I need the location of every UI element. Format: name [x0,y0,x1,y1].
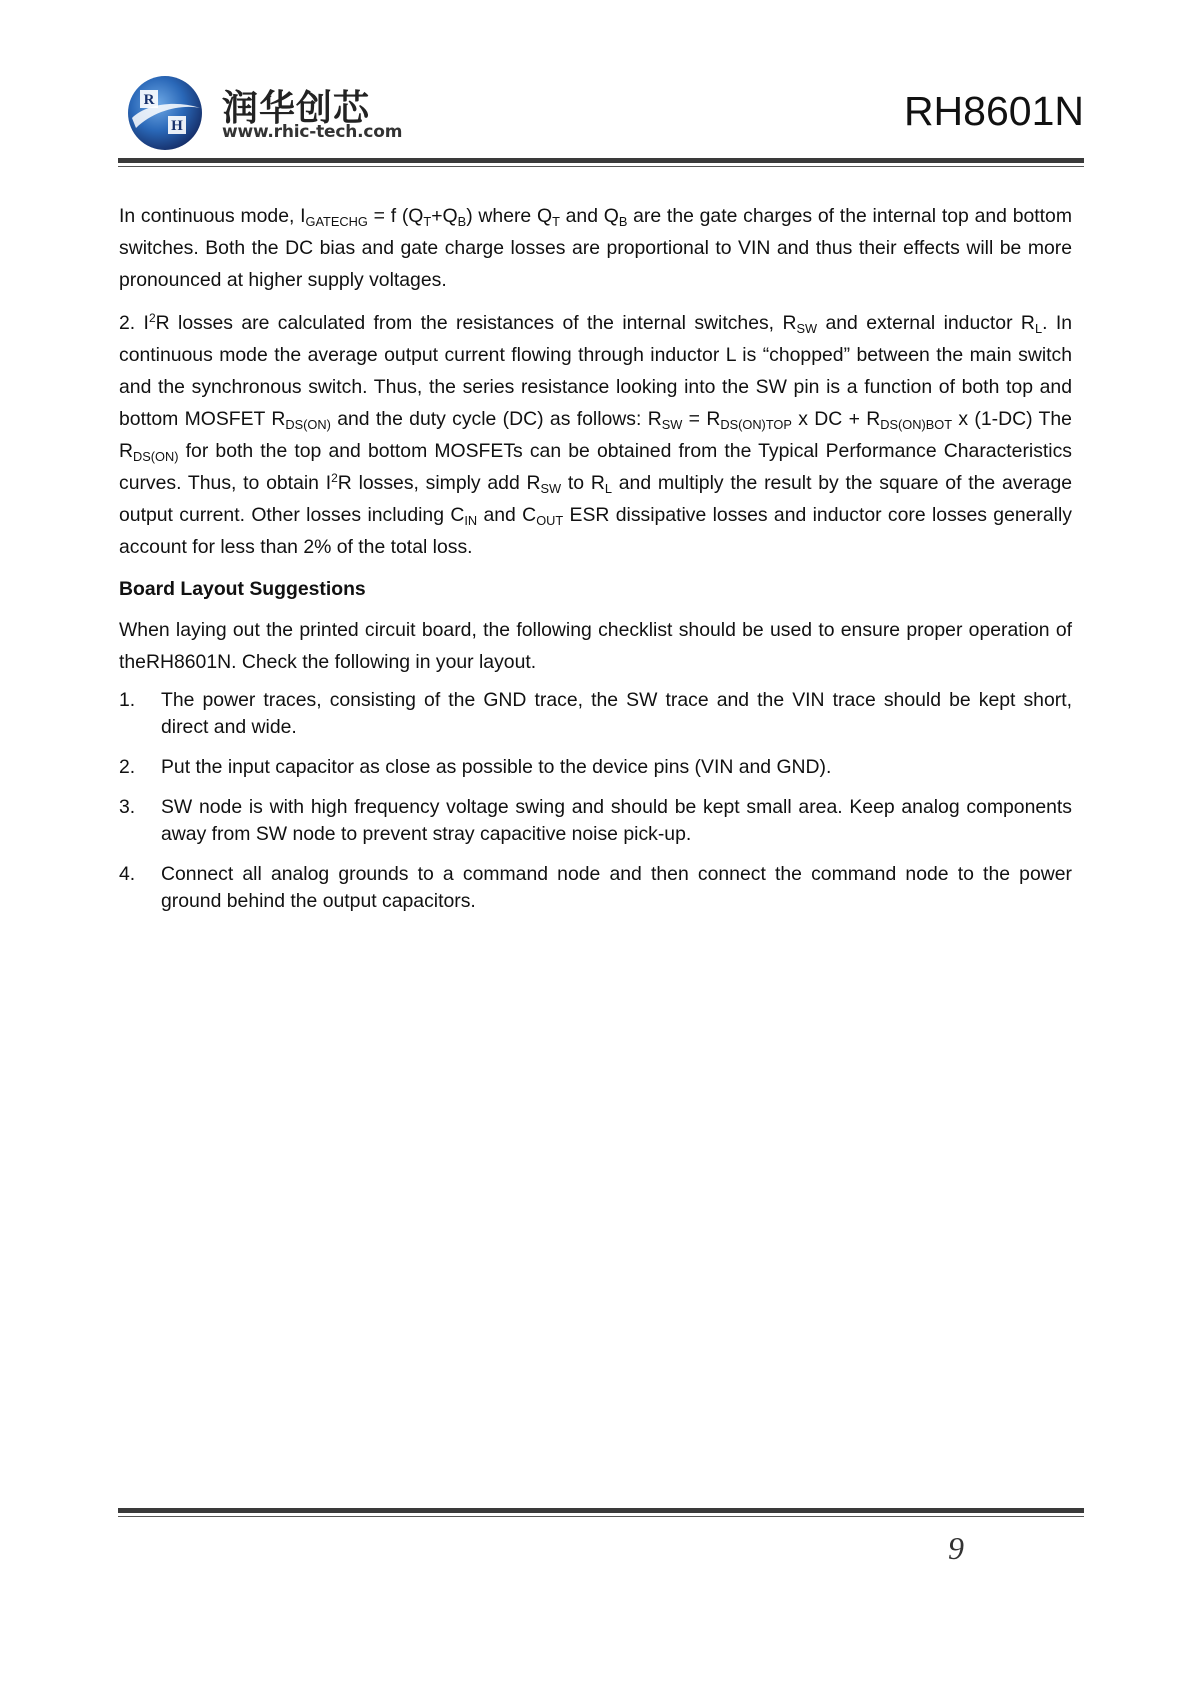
logo-emblem-icon [126,74,204,152]
page-content [119,200,1072,928]
layout-checklist [119,687,1072,915]
brand-url: www.rhic-tech.com [222,122,403,142]
paragraph-i2r-losses: 2. $I^2R$ losses are calculated from the resistances of the internal switches, $R_{SW}$ and external inductor $R_L$. In continuous mode the average output current flowing through inductor L is “chopped” between the main switch and the synchronous switch. Thus, the series resistance looking into the SW pin is a function of both top and bottom MOSFET $R_{DS(ON)}$ and the duty cycle (DC) as follows: $R_{SW} = R_{DS(ON)TOP}$ x DC + $R_{DS(ON)BOT}$ x (1-DC) The $R_{DS(ON)}$ for both the top and bottom MOSFETs can be obtained from the Typical Performance Characteristics curves. Thus, to obtain $I^2R$ losses, simply add $R_{SW}$ to $R_L$ and multiply the result by the square of the average output current. Other losses including $C_{IN}$ and $C_{OUT}$ ESR dissipative losses and inductor core losses generally account for less than 2% of the total loss. [119,310,1073,558]
footer-rule-thick [118,1508,1084,1513]
paragraph-gate-charge: In continuous mode, $I_{GATECHG} = f$ $(Q_T+Q_B)$ where $Q_T$ and $Q_B$ are the gate charges of the internal top and bottom switches. Both the DC bias and gate charge losses are proportional to VIN and thus their effects will be more pronounced at higher supply voltages. [119,205,1072,291]
brand-name-cn: 润华创芯 [222,88,371,129]
page-footer [118,1508,1084,1588]
logo-letter-r: R [143,92,155,108]
header-rule-thin [118,166,1084,167]
page-number: 9 [948,1530,964,1566]
list-item: 4. Connect all analog grounds to a command node and then connect the command node to the power ground behind the output capacitors. [119,863,1072,912]
page-header [118,62,1084,172]
part-number: RH8601N [903,88,1084,134]
header-rule-thick [118,158,1084,163]
list-item: 2. Put the input capacitor as close as possible to the device pins (VIN and GND). [119,756,832,778]
list-item: 3. SW node is with high frequency voltage swing and should be kept small area. Keep analog components away from SW node to prevent stray capacitive noise pick-up. [119,796,1072,845]
list-item: 1. The power traces, consisting of the GND trace, the SW trace and the VIN trace should be kept short, direct and wide. [119,689,1072,738]
section-intro: When laying out the printed circuit board, the following checklist should be used to ensure proper operation of theRH8601N. Check the following in your layout. [119,619,1072,673]
company-logo [126,74,204,152]
logo-letter-h: H [171,118,183,134]
footer-rule-thin [118,1516,1084,1517]
section-heading: Board Layout Suggestions [119,578,366,600]
